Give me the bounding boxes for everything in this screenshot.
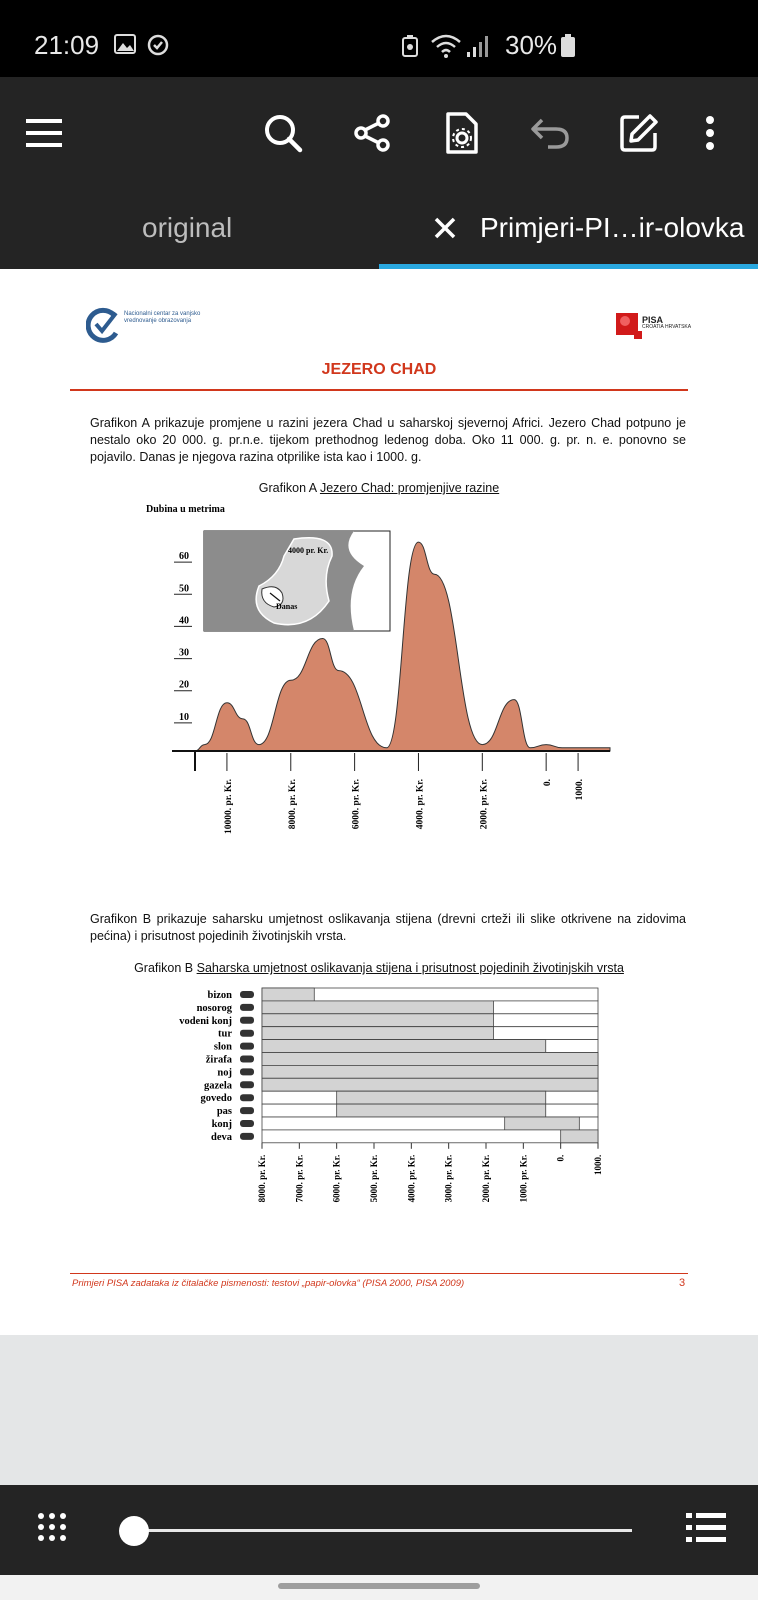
- animal-icon: [240, 1030, 254, 1037]
- chart-a-xtick-label: 2000. pr. Kr.: [479, 779, 490, 830]
- chart-b-xtick-label: 1000.: [593, 1154, 603, 1176]
- chart-b-bar: [262, 1001, 493, 1014]
- chart-b-bar: [262, 1053, 598, 1066]
- gallery-icon: [114, 34, 136, 59]
- chart-b-bar: [262, 988, 314, 1001]
- chart-a-xtick-label: 8000. pr. Kr.: [287, 779, 298, 830]
- pisa-logo-subtext: CROATIA HRVATSKA: [642, 324, 692, 330]
- home-handle[interactable]: [278, 1583, 480, 1589]
- chart-b-category-label: konj: [211, 1119, 232, 1130]
- chart-b-bar: [262, 1040, 546, 1053]
- paragraph-a: Grafikon A prikazuje promjene u razini jezera Chad u saharskoj sjevernoj Africi. Jezero Chad potpuno je nestalo oko 20 000. g. pr.n.e. tijekom prethodnog ledenog doba. Oko 11 000. g. pr. n. e. ponovno se pojavilo. Danas je njegova razina otprilike ista kao i 1000. g.: [90, 416, 686, 464]
- chart-a-ytick-label: 40: [179, 615, 189, 627]
- status-time: 21:09: [34, 30, 100, 60]
- page-slider-track[interactable]: [134, 1529, 632, 1532]
- ncvvo-logo-icon: [86, 307, 122, 348]
- page-number: 3: [679, 1277, 686, 1289]
- sync-icon: [146, 34, 170, 61]
- caption-b-title: Saharska umjetnost oslikavanja stijena i prisutnost pojedinih životinjskih vrsta: [196, 961, 624, 975]
- tab-active-document[interactable]: Primjeri-PI…ir-olovka: [480, 212, 745, 243]
- list-view-icon[interactable]: [686, 1511, 726, 1550]
- search-icon[interactable]: [255, 105, 311, 161]
- chart-b-category-label: pas: [216, 1106, 232, 1118]
- document-settings-icon[interactable]: [434, 105, 490, 161]
- paragraph-b: Grafikon B prikazuje saharsku umjetnost oslikavanja stijena (drevni crteži ili slike otkrivene na zidovima pećina) i prisutnost pojedinih životinjskih vrsta.: [90, 912, 686, 943]
- chart-b-category-label: deva: [211, 1131, 232, 1143]
- chart-b-xtick-label: 0.: [555, 1154, 566, 1162]
- battery-icon: [560, 34, 576, 63]
- chart-b-xtick-label: 8000. pr. Kr.: [257, 1154, 267, 1203]
- chart-a-ytick-label: 20: [179, 679, 189, 691]
- chart-b-category-label: slon: [213, 1041, 232, 1053]
- chart-a-xtick-label: 4000. pr. Kr.: [415, 779, 426, 830]
- page-title: JEZERO CHAD: [321, 361, 437, 378]
- share-icon[interactable]: [344, 105, 400, 161]
- animal-icon: [240, 1017, 254, 1024]
- undo-icon[interactable]: [522, 105, 578, 161]
- chart-b-row-frame: [262, 1130, 598, 1143]
- chart-b-category-label: nosorog: [196, 1002, 232, 1014]
- status-bar: [0, 0, 758, 77]
- caption-a-title: Jezero Chad: promjenjive razine: [319, 481, 500, 495]
- app-toolbar: [0, 77, 758, 187]
- chart-a-ytick-label: 30: [179, 647, 189, 659]
- edit-icon[interactable]: [611, 105, 667, 161]
- chart-b-bar: [262, 1078, 598, 1091]
- wifi-icon: [430, 34, 462, 63]
- footer-divider: [70, 1273, 688, 1274]
- chart-b-category-label: tur: [218, 1028, 232, 1040]
- pisa-logo-icon: [616, 311, 642, 344]
- animal-icon: [240, 1056, 254, 1063]
- chart-b-bar: [561, 1130, 598, 1143]
- title-divider: [70, 389, 688, 391]
- chart-a-ylabel: Dubina u metrima: [146, 504, 225, 515]
- chart-b: [160, 984, 620, 1224]
- animal-icon: [240, 991, 254, 998]
- chart-b-category-label: govedo: [200, 1093, 232, 1105]
- chart-b-bar: [505, 1117, 580, 1130]
- chart-b-xtick-label: 1000. pr. Kr.: [518, 1154, 529, 1203]
- chart-a: [140, 501, 620, 861]
- chart-b-bar: [337, 1104, 546, 1117]
- close-icon[interactable]: [425, 203, 465, 253]
- chart-b-category-label: noj: [217, 1067, 232, 1079]
- pisa-logo-text: PISA: [642, 315, 664, 325]
- chart-b-xtick-label: 6000. pr. Kr.: [331, 1154, 342, 1203]
- chart-b-category-label: bizon: [207, 990, 232, 1001]
- animal-icon: [240, 1133, 254, 1140]
- chart-b-xtick-label: 3000. pr. Kr.: [443, 1154, 454, 1203]
- ncvvo-logo-text: Nacionalni centar za vanjsko vrednovanje obrazovanja: [124, 311, 201, 324]
- caption-b-prefix: Grafikon B: [134, 961, 197, 975]
- page-slider-thumb[interactable]: [119, 1516, 149, 1546]
- chart-a-ytick-label: 10: [179, 711, 189, 723]
- chart-a-inset-label-4000: 4000 pr. Kr.: [288, 546, 329, 555]
- more-icon[interactable]: [690, 105, 730, 161]
- animal-icon: [240, 1107, 254, 1114]
- chart-b-xtick-label: 2000. pr. Kr.: [481, 1154, 491, 1203]
- document-tabs: [0, 187, 758, 269]
- caption-a-prefix: Grafikon A: [258, 481, 320, 495]
- footer-text: Primjeri PISA zadataka iz čitalačke pismenosti: testovi „papir-olovka“ (PISA 2000, PISA 2009): [72, 1278, 465, 1289]
- animal-icon: [240, 1081, 254, 1088]
- animal-icon: [240, 1094, 254, 1101]
- chart-b-bar: [262, 1014, 493, 1027]
- caption-a: [0, 481, 758, 495]
- chart-a-ytick-label: 60: [179, 551, 189, 563]
- chart-b-bar: [262, 1027, 493, 1040]
- chart-b-xtick-label: 4000. pr. Kr.: [406, 1154, 417, 1203]
- chart-a-inset-label-today: Danas: [276, 602, 298, 611]
- animal-icon: [240, 1068, 254, 1075]
- chart-a-xtick-label: 1000.: [575, 779, 586, 801]
- chart-b-xtick-label: 7000. pr. Kr.: [294, 1154, 305, 1203]
- chart-a-xtick-label: 0.: [543, 779, 554, 787]
- system-nav-bar: [0, 1575, 758, 1600]
- chart-b-category-label: vodeni konj: [179, 1015, 232, 1027]
- chart-a-xtick-label: 10000. pr. Kr.: [223, 779, 234, 834]
- bottom-bar: [0, 1485, 758, 1575]
- battery-percent: 30%: [505, 30, 558, 60]
- chart-a-xtick-label: 6000. pr. Kr.: [351, 779, 362, 830]
- signal-icon: [465, 34, 491, 63]
- menu-icon[interactable]: [16, 105, 72, 161]
- chart-a-ytick-label: 50: [179, 583, 189, 595]
- chart-b-category-label: žirafa: [205, 1054, 232, 1066]
- tab-original[interactable]: original: [142, 212, 233, 243]
- caption-b: [0, 961, 758, 975]
- chart-b-bar: [262, 1065, 598, 1078]
- animal-icon: [240, 1043, 254, 1050]
- document-page[interactable]: [0, 269, 758, 1335]
- chart-b-xtick-label: 5000. pr. Kr.: [369, 1154, 379, 1203]
- chart-b-bar: [337, 1091, 546, 1104]
- animal-icon: [240, 1120, 254, 1127]
- battery-saver-icon: [401, 34, 419, 63]
- grid-view-icon[interactable]: [36, 1511, 68, 1548]
- chart-b-category-label: gazela: [204, 1080, 232, 1092]
- animal-icon: [240, 1004, 254, 1011]
